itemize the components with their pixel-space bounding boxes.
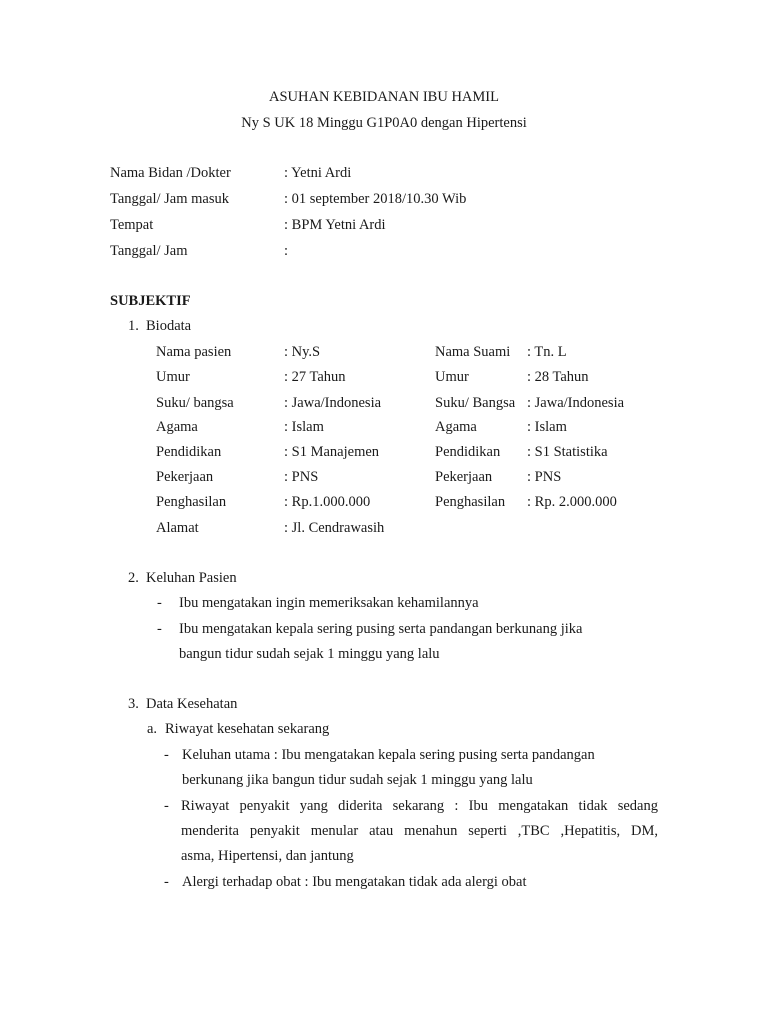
info-label-tanggal-masuk: Tanggal/ Jam masuk [110,191,229,207]
biodata-value-suami: : Jawa/Indonesia [527,395,625,411]
document-subtitle: Ny S UK 18 Minggu G1P0A0 dengan Hipertensi [241,115,527,131]
subsection-title-biodata: Biodata [146,318,192,334]
biodata-value: : Jawa/Indonesia [284,395,382,411]
bullet-dash: - [157,621,162,637]
biodata-label: Pekerjaan [156,469,214,485]
biodata-label: Suku/ bangsa [156,395,234,411]
info-label-bidan: Nama Bidan /Dokter [110,165,231,181]
biodata-value: : Ny.S [284,344,321,360]
sub-list-title: Riwayat kesehatan sekarang [165,721,330,737]
list-item-continuation: menderita penyakit menular atau menahun seperti ,TBC ,Hepatitis, DM, [181,823,658,839]
list-item: Keluhan utama : Ibu mengatakan kepala sering pusing serta pandangan [182,747,595,763]
biodata-value-suami: : Tn. L [527,344,567,360]
info-label-tempat: Tempat [110,217,154,233]
list-item: Ibu mengatakan ingin memeriksakan kehamilannya [179,595,479,611]
list-item: Riwayat penyakit yang diderita sekarang : Ibu mengatakan tidak sedang [181,798,658,814]
biodata-value: : PNS [284,469,319,485]
info-value-tempat: : BPM Yetni Ardi [284,217,386,233]
biodata-label: Nama pasien [156,344,232,360]
biodata-label-suami: Nama Suami [435,344,511,360]
biodata-value: : Rp.1.000.000 [284,494,371,510]
biodata-label: Pendidikan [156,444,222,460]
biodata-label-suami: Suku/ Bangsa [435,395,516,411]
list-item-continuation: asma, Hipertensi, dan jantung [181,848,354,864]
info-value-bidan: : Yetni Ardi [284,165,352,181]
biodata-value: : 27 Tahun [284,369,346,385]
bullet-dash: - [164,798,169,814]
biodata-value: : S1 Manajemen [284,444,380,460]
biodata-value-suami: : Rp. 2.000.000 [527,494,617,510]
info-value-tanggal-jam: : [284,243,289,259]
list-number-keluhan: 2. [128,570,139,586]
section-heading-subjektif: SUBJEKTIF [110,293,191,309]
list-item-continuation: bangun tidur sudah sejak 1 minggu yang lalu [179,646,440,662]
bullet-dash: - [164,747,169,763]
biodata-label-suami: Pekerjaan [435,469,493,485]
sub-list-letter: a. [147,721,158,737]
biodata-label: Umur [156,369,190,385]
biodata-label-suami: Penghasilan [435,494,506,510]
subsection-title-kesehatan: Data Kesehatan [146,696,238,712]
list-item: Ibu mengatakan kepala sering pusing serta pandangan berkunang jika [179,621,583,637]
biodata-label: Alamat [156,520,199,536]
info-value-tanggal-masuk: : 01 september 2018/10.30 Wib [284,191,467,207]
biodata-value-suami: : Islam [527,419,567,435]
biodata-value: : Jl. Cendrawasih [284,520,385,536]
list-item: Alergi terhadap obat : Ibu mengatakan tidak ada alergi obat [182,874,527,890]
info-label-tanggal-jam: Tanggal/ Jam [110,243,188,259]
biodata-label: Penghasilan [156,494,227,510]
biodata-value-suami: : 28 Tahun [527,369,589,385]
list-number-biodata: 1. [128,318,139,334]
biodata-label: Agama [156,419,198,435]
list-item-continuation: berkunang jika bangun tidur sudah sejak 1 minggu yang lalu [182,772,533,788]
list-number-kesehatan: 3. [128,696,139,712]
biodata-value-suami: : S1 Statistika [527,444,608,460]
biodata-label-suami: Umur [435,369,469,385]
subsection-title-keluhan: Keluhan Pasien [146,570,237,586]
bullet-dash: - [157,595,162,611]
biodata-label-suami: Pendidikan [435,444,501,460]
biodata-value-suami: : PNS [527,469,562,485]
document-title: ASUHAN KEBIDANAN IBU HAMIL [269,89,499,105]
biodata-value: : Islam [284,419,324,435]
biodata-label-suami: Agama [435,419,477,435]
bullet-dash: - [164,874,169,890]
